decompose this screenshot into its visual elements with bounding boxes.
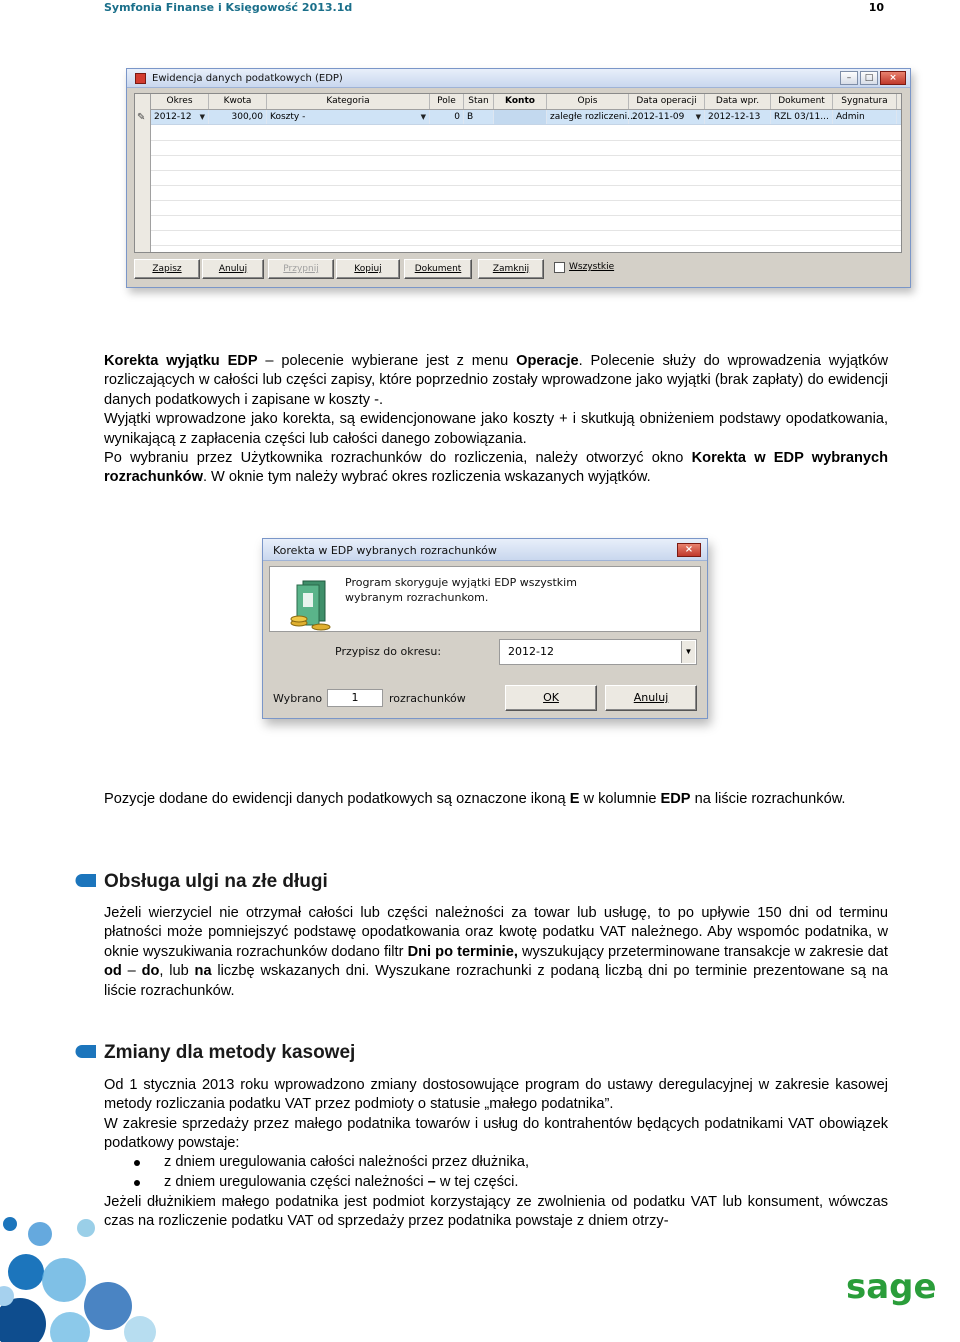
save-button[interactable]: Zapisz	[134, 259, 200, 279]
grid-header	[151, 94, 901, 110]
col-data-wpr[interactable]: Data wpr.	[705, 94, 771, 109]
empty-rows	[151, 126, 901, 252]
page-header	[104, 0, 888, 16]
row-indicator-column	[135, 94, 151, 252]
section-heading-cash-method: Zmiany dla metody kasowej	[104, 1042, 356, 1063]
edp-window	[126, 68, 911, 288]
cell-kategoria[interactable]: Koszty - ▼	[267, 110, 430, 124]
edp-button-bar	[134, 259, 904, 281]
term-korekta: Korekta wyjątku EDP	[104, 353, 258, 369]
correction-dialog-titlebar[interactable]	[263, 539, 707, 561]
copy-button[interactable]: Kopiuj	[336, 259, 400, 279]
list-bullet	[134, 1160, 140, 1166]
close-button[interactable]: Zamknij	[478, 259, 544, 279]
col-stan[interactable]: Stan	[464, 94, 494, 109]
col-sygnatura[interactable]: Sygnatura	[833, 94, 897, 109]
table-row[interactable]	[151, 110, 901, 125]
col-kategoria[interactable]: Kategoria	[267, 94, 430, 109]
cell-data-wpr[interactable]: 2012-12-13	[705, 110, 771, 124]
cell-kwota[interactable]: 300,00	[209, 110, 267, 124]
selected-label: Wybrano	[273, 692, 323, 705]
menu-operacje: Operacje	[516, 353, 579, 369]
page-number: 10	[868, 1, 884, 14]
period-label: Przypisz do okresu:	[335, 645, 442, 658]
edp-window-title: Ewidencja danych podatkowych (EDP)	[152, 73, 343, 84]
cash-method-paragraph-2: Jeżeli dłużnikiem małego podatnika jest podmiot korzystający ze zwolnienia od podatku VAT lub konsument, wówczas czas na rozliczenie podatku VAT od sprzedaży przez podatnika powstaje z dniem otrzy-	[104, 1194, 888, 1230]
cell-sygnatura[interactable]: Admin	[833, 110, 897, 124]
maximize-icon[interactable]: □	[860, 71, 878, 85]
edp-grid	[134, 93, 902, 253]
chevron-down-icon[interactable]: ▼	[681, 641, 695, 663]
bad-debt-paragraph: Jeżeli wierzyciel nie otrzymał całości lub części należności za towar lub usługę, to po upływie 150 dni od terminu płatności może pomniejszyć podstawę opodatkowania oraz kwotę podatku VAT należnego. Aby wspomóc podatnika, w oknie wyszukiwania rozrachunków dodano filtr Dni po terminie, wyszukujący przeterminowane transakcje w zakresie dat od – do, lub na liczbę wskazanych dni. Wyszukane rozrachunki z podaną liczbą dni po terminie prezentowane są na liście rozrachunków.	[104, 905, 889, 999]
binder-icon	[289, 579, 335, 633]
cell-data-operacji[interactable]: 2012-11-09 ▼	[629, 110, 705, 124]
period-select[interactable]	[499, 639, 697, 665]
close-icon[interactable]: ×	[677, 543, 701, 557]
col-konto[interactable]: Konto	[494, 94, 547, 109]
cell-okres[interactable]: 2012-12 ▼	[151, 110, 209, 124]
decorative-bubbles	[0, 1200, 160, 1342]
selected-count: 1	[327, 689, 383, 707]
ok-button[interactable]: OK	[505, 685, 597, 711]
edit-pen-icon: ✎	[137, 112, 146, 123]
svg-text:sage: sage	[846, 1267, 937, 1307]
minimize-icon[interactable]: –	[840, 71, 858, 85]
correction-dialog-title: Korekta w EDP wybranych rozrachunków	[273, 544, 497, 557]
app-icon	[135, 73, 146, 84]
list-item: z dniem uregulowania całości należności przez dłużnika,	[164, 1154, 530, 1170]
apply-button[interactable]: Przypnij	[268, 259, 334, 279]
sage-logo	[846, 1267, 937, 1308]
edp-correction-paragraph: Korekta wyjątku EDP – polecenie wybierane jest z menu Operacje. Polecenie służy do wprowadzenia wyjątków rozliczających w całości lub części zapisy, które poprzednio zostały wprowadzone jako wyjątki (brak zapłaty) do ewidencji danych podatkowych i zapisane w koszty -. Wyjątki wprowadzone jako korekta, są ewidencjonowane jako koszty + i skutkują obniżeniem podstawy opodatkowania, wynikającą z zapłacenia części lub całości danego zobowiązania. Po wybraniu przez Użytkownika rozrachunków do rozliczenia, należy otworzyć okno Korekta w EDP wybranych rozrachunków. W oknie tym należy wybrać okres rozliczenia wskazanych wyjątków.	[104, 353, 889, 486]
close-icon[interactable]: ×	[880, 71, 906, 85]
correction-dialog	[262, 538, 708, 719]
col-opis[interactable]: Opis	[547, 94, 629, 109]
cancel-button[interactable]: Anuluj	[605, 685, 697, 711]
cell-opis[interactable]: zaległe rozliczeni...	[547, 110, 629, 124]
all-checkbox-label[interactable]: Wszystkie	[569, 262, 615, 272]
col-dokument[interactable]: Dokument	[771, 94, 833, 109]
cell-stan[interactable]: B	[464, 110, 494, 124]
document-button[interactable]: Dokument	[404, 259, 472, 279]
header-title: Symfonia Finanse i Księgowość 2013.1d	[104, 1, 353, 14]
col-data-operacji[interactable]: Data operacji	[629, 94, 705, 109]
window-name: Korekta w EDP wybranych rozrachunków	[104, 450, 889, 486]
all-checkbox[interactable]	[554, 262, 565, 273]
selected-suffix: rozrachunków	[389, 692, 466, 705]
edp-window-titlebar[interactable]	[127, 69, 910, 88]
col-kwota[interactable]: Kwota	[209, 94, 267, 109]
cash-method-paragraph: Od 1 stycznia 2013 roku wprowadzono zmiany dostosowujące program do ustawy deregulacyjnej w zakresie kasowej metody rozliczania podatku VAT przez podmioty o statusie „małego podatnika”. W zakresie sprzedaży przez małego podatnika towarów i usług do kontrahentów będących podatnikami VAT obowiązek podatkowy powstaje:	[104, 1077, 888, 1152]
section-heading-bad-debt: Obsługa ulgi na złe długi	[104, 871, 328, 892]
list-bullet	[134, 1180, 140, 1186]
cancel-button[interactable]: Anuluj	[202, 259, 264, 279]
col-okres[interactable]: Okres	[151, 94, 209, 109]
col-pole[interactable]: Pole	[430, 94, 464, 109]
section-bullet-icon	[76, 1045, 96, 1058]
dialog-message: Program skoryguje wyjątki EDP wszystkim wybranym rozrachunkom.	[345, 576, 577, 604]
list-item: z dniem uregulowania części należności – w tej części.	[164, 1174, 519, 1190]
edp-icon-paragraph: Pozycje dodane do ewidencji danych podatkowych są oznaczone ikoną E w kolumnie EDP na liście rozrachunków.	[104, 791, 846, 807]
section-bullet-icon	[76, 874, 96, 887]
period-value: 2012-12	[508, 645, 554, 658]
cell-konto[interactable]	[494, 110, 547, 124]
cell-pole[interactable]: 0	[430, 110, 464, 124]
cell-dokument[interactable]: RZL 03/11...	[771, 110, 833, 124]
